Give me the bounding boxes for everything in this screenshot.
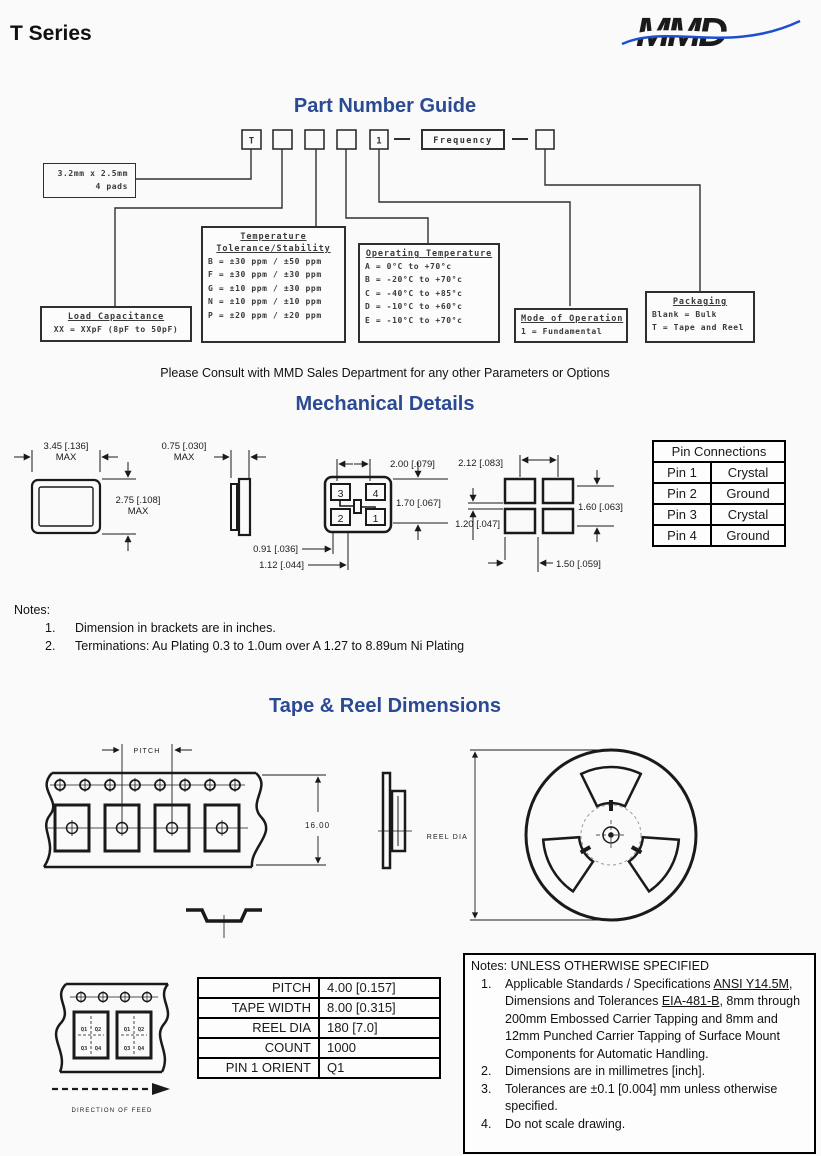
mech-notes-title: Notes: bbox=[14, 603, 51, 617]
tape-reel-spec-table bbox=[197, 977, 441, 1079]
spec-value: 1000 bbox=[327, 1040, 356, 1055]
mech-note-1-num: 1. bbox=[45, 621, 56, 635]
pin-4-function: Ground bbox=[726, 528, 770, 543]
package-pad-view bbox=[253, 459, 448, 571]
op-temp-row: D = -10°C to +60°c bbox=[365, 302, 463, 312]
pin-1-function: Crystal bbox=[727, 465, 769, 480]
mechanical-details-heading: Mechanical Details bbox=[295, 393, 475, 415]
dim-pad-span: 2.00 [.079] bbox=[390, 459, 435, 470]
packaging-title: Packaging bbox=[672, 297, 728, 307]
mode-of-operation-title: Mode of Operation bbox=[521, 314, 624, 324]
tr-note-2-text: Dimensions are in millimetres [inch]. bbox=[505, 1064, 706, 1078]
quadrant-q3-label: Q3 bbox=[123, 1046, 131, 1052]
package-side-view bbox=[162, 441, 266, 535]
package-size-line1: 3.2mm x 2.5mm bbox=[57, 169, 128, 178]
tr-note-2 bbox=[471, 1063, 808, 1081]
pos1-letter: T bbox=[248, 136, 255, 147]
pitch-dim-label: PITCH bbox=[133, 748, 161, 755]
mech-note-2-num: 2. bbox=[45, 639, 56, 653]
pin-table-row bbox=[654, 526, 784, 545]
pad-3-label: 3 bbox=[337, 488, 344, 500]
op-temp-row: C = -40°C to +85°c bbox=[365, 288, 463, 298]
tape-reel-notes-box bbox=[463, 953, 816, 1154]
package-front-view bbox=[14, 441, 160, 551]
tr-note-1-num: 1. bbox=[481, 976, 492, 991]
tr-notes-title: Notes: UNLESS OTHERWISE SPECIFIED bbox=[471, 959, 710, 973]
reel-dia-label: REEL DIA bbox=[426, 834, 468, 841]
spec-label: COUNT bbox=[199, 1039, 320, 1057]
quadrant-q1-label: Q1 bbox=[123, 1027, 131, 1033]
spec-label: REEL DIA bbox=[199, 1019, 320, 1037]
mmd-logo bbox=[628, 6, 798, 58]
tr-note-4-num: 4. bbox=[481, 1116, 492, 1131]
temp-row: P = ±20 ppm / ±20 ppm bbox=[208, 310, 322, 320]
packaging-box bbox=[645, 291, 755, 343]
dim-body-width: 3.45 [.136] bbox=[43, 441, 89, 452]
package-size-box bbox=[43, 163, 136, 198]
quadrant-q2-label: Q2 bbox=[137, 1027, 145, 1033]
mode-of-operation-value: 1 = Fundamental bbox=[521, 327, 603, 336]
reel-side-view bbox=[378, 773, 412, 868]
op-temp-row: B = -20°C to +70°c bbox=[365, 275, 463, 285]
spec-value: 8.00 [0.315] bbox=[327, 1000, 396, 1015]
spec-row-pin1-orient bbox=[199, 1059, 439, 1077]
spec-row-pitch bbox=[199, 979, 439, 999]
pin-4-cell: Pin 4 bbox=[654, 526, 712, 545]
mech-note-2 bbox=[14, 637, 554, 655]
mech-note-2-text: Terminations: Au Plating 0.3 to 1.0um over A 1.27 to 8.89um Ni Plating bbox=[75, 639, 465, 653]
pos5-digit: 1 bbox=[376, 136, 382, 147]
orientation-tape bbox=[56, 984, 168, 1072]
pin-table-row bbox=[654, 463, 784, 484]
spec-label: PIN 1 ORIENT bbox=[199, 1059, 320, 1077]
pad-4-label: 4 bbox=[372, 488, 379, 500]
pin-1-cell: Pin 1 bbox=[654, 463, 712, 482]
quadrant-dividers bbox=[78, 1016, 147, 1054]
tape-reel-heading: Tape & Reel Dimensions bbox=[269, 695, 501, 717]
feed-direction-arrow bbox=[52, 1083, 170, 1114]
tr-note-3-num: 3. bbox=[481, 1081, 492, 1096]
dim-body-width-max: MAX bbox=[55, 452, 77, 463]
temperature-title-line1: Temperature bbox=[240, 232, 307, 242]
pad-2-label: 2 bbox=[337, 513, 344, 525]
pin-table-row bbox=[654, 484, 784, 505]
spec-row-tape-width bbox=[199, 999, 439, 1019]
dim-land-height: 1.60 [.063] bbox=[578, 502, 623, 513]
direction-of-feed-label: DIRECTION OF FEED bbox=[71, 1108, 153, 1114]
dim-pad-offset2: 1.12 [.044] bbox=[259, 560, 304, 571]
page-title: T Series bbox=[10, 22, 92, 45]
temp-row: G = ±10 ppm / ±30 ppm bbox=[208, 283, 322, 293]
consult-note: Please Consult with MMD Sales Department for any other Parameters or Options bbox=[160, 366, 610, 380]
pin-2-function: Ground bbox=[726, 486, 770, 501]
carrier-tape-view bbox=[44, 744, 330, 867]
spec-label: PITCH bbox=[199, 979, 320, 997]
quadrant-q3-label: Q3 bbox=[80, 1046, 88, 1052]
mmd-logo-text: MMD bbox=[636, 9, 725, 55]
tr-note-1-post: , 8mm through 200mm Embossed Carrier Tapping and 8mm and 12mm Punched Carrier Tapping of Surface Mount Components for Automatic Handling. bbox=[505, 994, 801, 1061]
dim-land-gap: 1.20 [.047] bbox=[455, 519, 500, 530]
spec-row-reel-dia bbox=[199, 1019, 439, 1039]
part-number-guide-heading: Part Number Guide bbox=[293, 95, 477, 117]
tr-note-2-num: 2. bbox=[481, 1064, 492, 1078]
spec-row-count bbox=[199, 1039, 439, 1059]
tr-note-3 bbox=[471, 1081, 808, 1116]
mech-note-1 bbox=[14, 619, 554, 637]
tr-note-1-text bbox=[503, 976, 808, 1064]
quadrant-q4-label: Q4 bbox=[94, 1046, 102, 1052]
packaging-row: Blank = Bulk bbox=[652, 310, 717, 319]
operating-temperature-box bbox=[358, 243, 500, 343]
dim-pad-height: 1.70 [.067] bbox=[396, 498, 441, 509]
mech-note-1-text: Dimension in brackets are in inches. bbox=[75, 621, 276, 635]
tr-note-4 bbox=[471, 1116, 808, 1134]
tr-note-1-ansi: ANSI Y14.5M bbox=[713, 976, 789, 991]
reel-front-view bbox=[427, 750, 696, 920]
pin-connections-table bbox=[652, 440, 786, 547]
temp-row: N = ±10 ppm / ±10 ppm bbox=[208, 297, 322, 307]
quadrant-q4-label: Q4 bbox=[137, 1046, 145, 1052]
tr-note-1-pre: Applicable Standards / Specifications bbox=[505, 976, 714, 991]
temp-row: F = ±30 ppm / ±30 ppm bbox=[208, 270, 322, 280]
packaging-row: T = Tape and Reel bbox=[652, 323, 745, 333]
tape-reel-drawings bbox=[0, 735, 821, 940]
pad-1-label: 1 bbox=[372, 513, 379, 525]
op-temp-row: A = 0°C to +70°c bbox=[365, 262, 452, 271]
pin-2-cell: Pin 2 bbox=[654, 484, 712, 503]
spec-value: 180 [7.0] bbox=[327, 1020, 378, 1035]
pin-3-function: Crystal bbox=[727, 507, 769, 522]
temp-row: B = ±30 ppm / ±50 ppm bbox=[208, 257, 322, 266]
pocket-cross-section bbox=[186, 910, 262, 938]
load-capacitance-title: Load Capacitance bbox=[67, 312, 165, 322]
load-capacitance-box bbox=[40, 306, 192, 342]
spec-value: 4.00 [0.157] bbox=[327, 980, 396, 995]
dim-land-span: 2.12 [.083] bbox=[458, 458, 503, 469]
frequency-box-label: Frequency bbox=[433, 136, 493, 146]
pin-table-row bbox=[654, 505, 784, 526]
dim-body-thickness-max: MAX bbox=[173, 452, 195, 463]
mechanical-notes bbox=[14, 601, 554, 655]
part-number-boxes bbox=[242, 130, 554, 149]
op-temp-row: E = -10°C to +70°c bbox=[365, 315, 463, 325]
quadrant-q1-label: Q1 bbox=[80, 1027, 88, 1033]
dim-land-pitch: 1.50 [.059] bbox=[556, 559, 601, 570]
quadrant-q2-label: Q2 bbox=[94, 1027, 102, 1033]
mode-of-operation-box bbox=[514, 308, 628, 343]
dim-pad-offset1: 0.91 [.036] bbox=[253, 544, 298, 555]
pin-connections-title: Pin Connections bbox=[654, 442, 784, 463]
temperature-tolerance-box bbox=[201, 226, 346, 343]
tr-note-3-text: Tolerances are ±0.1 [0.004] mm unless otherwise specified. bbox=[505, 1081, 778, 1113]
tr-note-1 bbox=[471, 976, 808, 1064]
tr-note-4-text: Do not scale drawing. bbox=[505, 1116, 626, 1131]
spec-value: Q1 bbox=[327, 1060, 345, 1075]
package-size-line2: 4 pads bbox=[95, 182, 128, 191]
tape-width-dim: 16.00 bbox=[305, 821, 331, 830]
load-capacitance-value: XX = XXpF (8pF to 50pF) bbox=[53, 325, 179, 334]
dim-body-height: 2.75 [.108] bbox=[115, 495, 161, 506]
spec-label: TAPE WIDTH bbox=[199, 999, 320, 1017]
dim-body-thickness: 0.75 [.030] bbox=[161, 441, 207, 452]
operating-temperature-title: Operating Temperature bbox=[365, 249, 493, 259]
tr-note-1-mid: , Dimensions and Tolerances bbox=[505, 976, 793, 1008]
land-pattern-view bbox=[455, 455, 623, 572]
temperature-title-line2: Tolerance/Stability bbox=[216, 244, 331, 254]
tr-note-1-eia: EIA-481-B bbox=[661, 994, 720, 1008]
dim-body-height-max: MAX bbox=[127, 506, 149, 517]
pin-3-cell: Pin 3 bbox=[654, 505, 712, 524]
